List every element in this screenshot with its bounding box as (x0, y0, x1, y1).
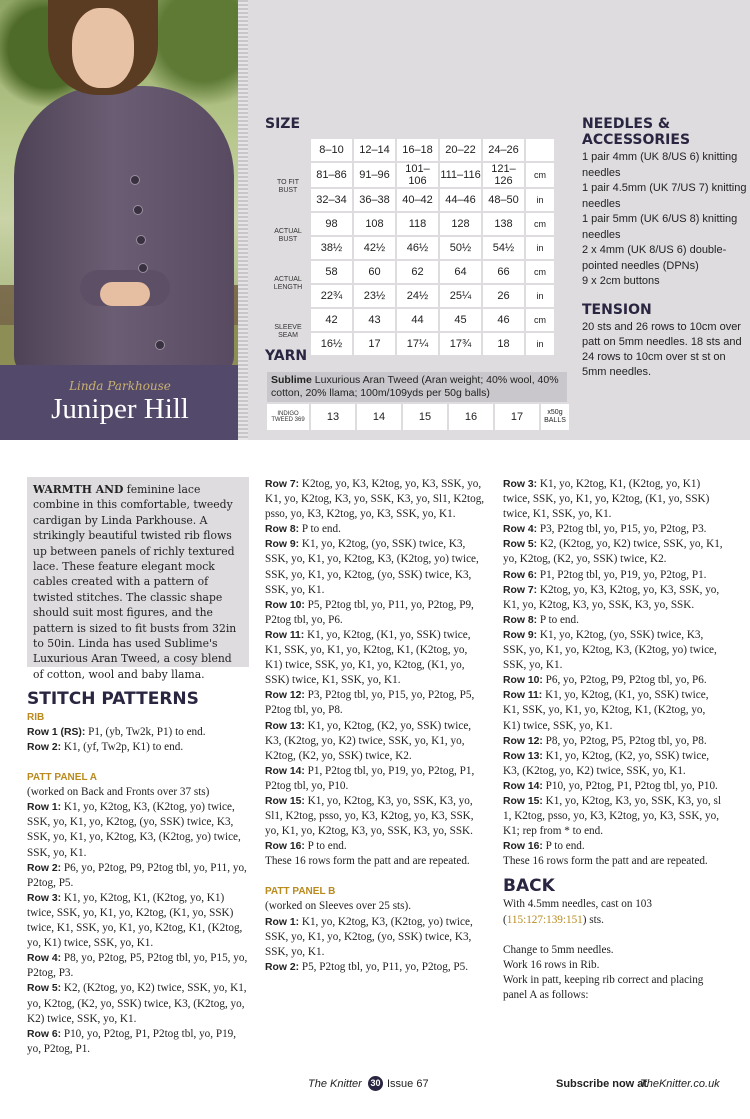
value-cell: 40–42 (397, 189, 438, 211)
panel-b-row (503, 688, 725, 733)
row-text: P6, yo, P2tog, P9, P2tog tbl, yo, P6. (542, 674, 707, 687)
length-cm-row (267, 261, 554, 283)
panel-b-row (503, 537, 725, 567)
page-footer (0, 1076, 750, 1096)
blank-cell (267, 139, 309, 161)
row-text: K1, yo, K2tog, K3, (K2tog, yo) twice, SSK, yo, K1, yo, K2tog, (yo, SSK) twice, K3, SSK, yo, K1, yo, K2tog, K3, (K2tog, yo) twice, SSK, yo, K1. (27, 801, 241, 859)
panel-b-row (265, 960, 487, 975)
value-cell: 98 (311, 213, 352, 235)
row-label: Row 16: (265, 841, 305, 853)
row-label: Row 13: (265, 720, 305, 732)
cardigan-button (138, 263, 148, 273)
column-3 (503, 477, 725, 1003)
size-cell: 20–22 (440, 139, 481, 161)
size-cell: 12–14 (354, 139, 395, 161)
spacer (27, 755, 249, 770)
row-label: Row 12: (265, 690, 305, 702)
yarn-table (265, 402, 571, 432)
panel-b-row (503, 779, 725, 794)
row-text: K1, yo, K2tog, (K1, yo, SSK) twice, K1, SSK, yo, K1, yo, K2tog, K1, (K2tog, yo, K1) twice, SSK, yo, K1. (503, 689, 709, 732)
panel-b-row (503, 477, 725, 522)
value-cell: 91–96 (354, 163, 395, 187)
intro-text: feminine lace combine in this comfortable, tweedy cardigan by Linda Parkhouse. A strikingly beautiful twisted rib flows up between panels of richly textured lace. These feature elegant mock cables created with a pattern of twisted stitches. The classic shape should suit most figures, and the pattern is sized to fit busts from 32in to 50in. Linda has used Sublime's Luxurious Aran Tweed, a cosy blend of cotton, wool and baby llama. (33, 483, 237, 681)
value-cell: 16½ (311, 333, 352, 355)
value-cell: 17 (354, 333, 395, 355)
panel-b-row (503, 673, 725, 688)
yarn-amount-row (267, 404, 569, 430)
panel-a-row (265, 477, 487, 522)
panel-b-row (503, 568, 725, 583)
row-text: K2, (K2tog, yo, K2) twice, SSK, yo, K1, yo, K2tog, (K2, yo, SSK) twice, K3, (K2tog, yo, K2) twice, SSK, yo, K1. (27, 982, 247, 1025)
panel-a-row (27, 861, 249, 891)
value-cell: 81–86 (311, 163, 352, 187)
row-text: P1, P2tog tbl, yo, P19, yo, P2tog, P1. (537, 568, 707, 581)
row-text: P8, yo, P2tog, P5, P2tog tbl, yo, P15, yo, P2tog, P3. (27, 952, 248, 980)
row-label: TO FIT BUST (267, 163, 309, 211)
panel-a-note: (worked on Back and Fronts over 37 sts) (27, 786, 210, 799)
value-cell: 24½ (397, 285, 438, 307)
panel-a-row (27, 951, 249, 981)
panel-a-row (265, 537, 487, 597)
value-cell: 43 (354, 309, 395, 331)
size-heading: SIZE (265, 116, 301, 132)
value-cell: 66 (483, 261, 524, 283)
model-photo (0, 0, 240, 365)
pattern-title: Juniper Hill (51, 393, 189, 425)
panel-a-row (265, 628, 487, 688)
row-label: Row 7: (265, 479, 300, 490)
value-cell: 44 (397, 309, 438, 331)
row-label: Row 14: (503, 780, 543, 792)
value-cell: 101–106 (397, 163, 438, 187)
sleeve-cm-row (267, 309, 554, 331)
spacer (503, 928, 725, 943)
unit-cell: cm (526, 309, 554, 331)
row-label: Row 10: (503, 675, 543, 687)
website-link[interactable]: TheKnitter.co.uk (640, 1078, 720, 1090)
yarn-unit: x50g BALLS (541, 404, 569, 430)
column-1 (27, 688, 249, 1057)
row-text: P3, P2tog tbl, yo, P15, yo, P2tog, P5, P2tog tbl, yo, P8. (265, 689, 475, 717)
panel-b-row (503, 839, 725, 854)
row-text: P to end. (537, 613, 579, 626)
sleeve-in-row (267, 333, 554, 355)
unit-cell: in (526, 237, 554, 259)
row-label: Row 4: (503, 524, 538, 536)
row-label: Row 8: (503, 614, 538, 626)
panel-b-row (265, 915, 487, 960)
row-label: Row 11: (503, 690, 543, 702)
row-text: K1, yo, K2tog, (yo, SSK) twice, K3, SSK, yo, K1, yo, K2tog, K3, (K2tog, yo) twice, SSK, yo, K1, yo, K2tog, (yo, SSK) twice, K3, SSK, yo, K1. (265, 538, 479, 596)
actual-bust-in-row (267, 237, 554, 259)
rib-row (27, 725, 249, 740)
row-label: Row 2: (265, 961, 300, 973)
panel-a-row (265, 764, 487, 794)
row-label: Row 15: (503, 795, 543, 807)
magazine-name: The Knitter (308, 1078, 362, 1090)
value-cell: 42 (311, 309, 352, 331)
yarn-amount: 14 (357, 404, 401, 430)
unit-cell: in (526, 285, 554, 307)
panel-a-row (265, 839, 487, 854)
needle-item: 1 pair 4mm (UK 8/US 6) knitting needles (582, 151, 738, 179)
needle-item: 9 x 2cm buttons (582, 275, 660, 287)
yarn-colour-label: INDIGO TWEED 369 (267, 404, 309, 430)
bust-in-row (267, 189, 554, 211)
unit-cell: cm (526, 213, 554, 235)
value-cell: 26 (483, 285, 524, 307)
tension-text: 20 sts and 26 rows to 10cm over patt on 5mm needles. 18 sts and 24 rows to 10cm over st st on 5mm needles. (582, 321, 742, 378)
panel-b-heading: PATT PANEL B (265, 886, 336, 898)
row-text: P1, (yb, Tw2k, P1) to end. (85, 726, 206, 738)
back-heading: BACK (503, 876, 555, 897)
value-cell: 46½ (397, 237, 438, 259)
value-cell: 18 (483, 333, 524, 355)
row-text: K2, (K2tog, yo, K2) twice, SSK, yo, K1, yo, K2tog, (K2, yo, SSK) twice, K2. (503, 538, 723, 566)
tension-heading: TENSION (582, 302, 652, 318)
row-text: P8, yo, P2tog, P5, P2tog tbl, yo, P8. (542, 734, 707, 747)
cardigan-button (136, 235, 146, 245)
row-label: Row 16: (503, 841, 543, 853)
row-text: K1, yo, K2tog, (K1, yo, SSK) twice, K1, SSK, yo, K1, yo, K2tog, K1, (K2tog, yo, K1) twice, SSK, yo, K1, yo, K2tog, (K1, yo, SSK) twice, K1, SSK, yo, K1. (265, 628, 471, 687)
row-text: P3, P2tog tbl, yo, P15, yo, P2tog, P3. (537, 523, 707, 536)
needle-item: 1 pair 4.5mm (UK 7/US 7) knitting needles (582, 182, 747, 210)
value-cell: 22¾ (311, 285, 352, 307)
panel-a-row (27, 800, 249, 860)
row-text: K2tog, yo, K3, K2tog, yo, K3, SSK, yo, K1, yo, K2tog, K3, yo, SSK, K3, yo, SSK. (503, 583, 720, 611)
unit-cell: cm (526, 261, 554, 283)
spacer (265, 869, 487, 884)
row-label: Row 3: (503, 479, 538, 490)
value-cell: 25¼ (440, 285, 481, 307)
size-table (265, 137, 556, 357)
row-label: Row 10: (265, 599, 305, 611)
row-text: P to end. (299, 523, 341, 536)
size-cell: 16–18 (397, 139, 438, 161)
face (72, 8, 134, 88)
subscribe-text: Subscribe now at (556, 1078, 648, 1090)
row-text: P5, P2tog tbl, yo, P11, yo, P2tog, P9, P2tog tbl, yo, P6. (265, 598, 474, 626)
cast-on-text: With 4.5mm needles, cast on 103 ( (503, 898, 652, 926)
unit-cell: in (526, 333, 554, 355)
panel-b-row (503, 613, 725, 628)
panel-a-row (265, 719, 487, 764)
value-cell: 38½ (311, 237, 352, 259)
needles-heading: NEEDLES & ACCESSORIES (582, 116, 691, 148)
designer-name: Linda Parkhouse (69, 379, 171, 393)
row-text: P6, yo, P2tog, P9, P2tog tbl, yo, P11, yo, P2tog, P5. (27, 861, 247, 889)
row-text: P10, yo, P2tog, P1, P2tog tbl, yo, P10. (542, 779, 718, 792)
panel-a-row (27, 981, 249, 1026)
cast-on-sizes: 115:127:139:151 (506, 913, 583, 926)
cardigan-button (155, 340, 165, 350)
row-text: P1, P2tog tbl, yo, P19, yo, P2tog, P1, P2tog tbl, yo, P10. (265, 764, 475, 792)
yarn-amount: 13 (311, 404, 355, 430)
value-cell: 32–34 (311, 189, 352, 211)
row-label: Row 1: (265, 916, 300, 928)
row-text: K1, yo, K2tog, (K2, yo, SSK) twice, K3, (K2tog, yo, K2) twice, SSK, yo, K1, yo, K2tog, (K2, yo, SSK) twice, K2. (265, 719, 472, 762)
panel-b-row (503, 583, 725, 613)
row-label: ACTUAL LENGTH (267, 261, 309, 307)
rib-row (27, 740, 249, 755)
panel-b-row (503, 734, 725, 749)
page-spine (238, 0, 248, 440)
value-cell: 118 (397, 213, 438, 235)
yarn-brand: Sublime (271, 374, 312, 386)
row-text: K1, yo, K2tog, K1, (K2tog, yo, K1) twice, SSK, yo, K1, yo, K2tog, (K1, yo, SSK) twice, K1, SSK, yo, K1, yo, K2tog, K1, (K2tog, yo, K1) twice, SSK, yo, K1. (27, 891, 243, 950)
panel-b-note: (worked on Sleeves over 25 sts). (265, 900, 412, 913)
value-cell: 36–38 (354, 189, 395, 211)
panel-b-end: These 16 rows form the patt and are repeated. (503, 855, 708, 868)
row-text: K1, yo, K2tog, (yo, SSK) twice, K3, SSK, yo, K1, yo, K2tog, K3, (K2tog, yo) twice, SSK, yo, K1. (503, 628, 717, 672)
value-cell: 50½ (440, 237, 481, 259)
cardigan (14, 86, 234, 365)
column-2 (265, 477, 487, 975)
needle-item: 2 x 4mm (UK 8/US 6) double-pointed needles (DPNs) (582, 244, 727, 272)
stitch-patterns-heading: STITCH PATTERNS (27, 689, 199, 709)
row-label: Row 6: (503, 569, 538, 581)
value-cell: 60 (354, 261, 395, 283)
row-label: Row 1 (RS): (27, 727, 86, 738)
row-text: K1, (yf, Tw2p, K1) to end. (61, 741, 184, 754)
yarn-amount: 15 (403, 404, 447, 430)
row-label: Row 11: (265, 629, 305, 641)
yarn-description (267, 372, 567, 402)
yarn-details: Luxurious Aran Tweed (Aran weight; 40% wool, 40% cotton, 20% llama; 100m/109yds per 50g balls) (271, 374, 559, 399)
size-header-row (267, 139, 554, 161)
panel-b-row (503, 794, 725, 839)
panel-a-row (27, 1027, 249, 1057)
panel-b-row (503, 628, 725, 673)
issue-number: Issue 67 (387, 1078, 429, 1090)
size-cell: 24–26 (483, 139, 524, 161)
value-cell: 108 (354, 213, 395, 235)
value-cell: 45 (440, 309, 481, 331)
value-cell: 111–116 (440, 163, 481, 187)
blank-cell (526, 139, 554, 161)
row-label: SLEEVE SEAM (267, 309, 309, 355)
row-label: Row 3: (27, 892, 62, 904)
row-label: ACTUAL BUST (267, 213, 309, 259)
back-cast-on (503, 897, 725, 927)
panel-b-row (503, 522, 725, 537)
value-cell: 138 (483, 213, 524, 235)
value-cell: 121–126 (483, 163, 524, 187)
row-text: P5, P2tog tbl, yo, P11, yo, P2tog, P5. (299, 960, 469, 973)
value-cell: 44–46 (440, 189, 481, 211)
actual-bust-cm-row (267, 213, 554, 235)
yarn-amount: 16 (449, 404, 493, 430)
back-patt: Work in patt, keeping rib correct and placing panel A as follows: (503, 973, 704, 1001)
row-label: Row 15: (265, 795, 305, 807)
value-cell: 17¾ (440, 333, 481, 355)
row-text: K1, yo, K2tog, (K2, yo, SSK) twice, K3, (K2tog, yo, K2) twice, SSK, yo, K1. (503, 749, 710, 777)
panel-a-row (27, 891, 249, 951)
unit-cell: in (526, 189, 554, 211)
panel-a-row (265, 598, 487, 628)
value-cell: 54½ (483, 237, 524, 259)
intro-box (27, 477, 249, 681)
value-cell: 46 (483, 309, 524, 331)
row-text: K1, yo, K2tog, K3, yo, SSK, K3, yo, Sl1, K2tog, psso, yo, K3, K2tog, yo, K3, SSK, yo, K1, yo, K2tog, K3, yo, SSK, K3, yo, SSK. (265, 794, 474, 838)
value-cell: 62 (397, 261, 438, 283)
row-label: Row 14: (265, 765, 305, 777)
panel-a-row (265, 688, 487, 718)
cast-on-end: ) sts. (582, 913, 604, 926)
row-label: Row 4: (27, 953, 62, 965)
row-label: Row 8: (265, 524, 300, 536)
row-label: Row 2: (27, 742, 62, 754)
row-label: Row 13: (503, 750, 543, 762)
length-in-row (267, 285, 554, 307)
page-number: 30 (368, 1076, 383, 1091)
row-text: K1, yo, K2tog, K3, yo, SSK, K3, yo, sl 1, K2tog, psso, yo, K3, K2tog, yo, K3, SSK, yo, K1; rep from * to end. (503, 794, 721, 838)
row-label: Row 5: (27, 983, 62, 995)
rib-heading: RIB (27, 712, 45, 723)
hand (100, 282, 150, 306)
row-label: Row 1: (27, 802, 62, 814)
row-text: P to end. (304, 840, 347, 853)
yarn-amount: 17 (495, 404, 539, 430)
value-cell: 64 (440, 261, 481, 283)
row-label: Row 7: (503, 584, 538, 596)
back-change: Change to 5mm needles. (503, 943, 614, 956)
bust-cm-row (267, 163, 554, 187)
value-cell: 128 (440, 213, 481, 235)
size-cell: 8–10 (311, 139, 352, 161)
cardigan-button (133, 205, 143, 215)
panel-a-end: These 16 rows form the patt and are repeated. (265, 855, 470, 868)
unit-cell: cm (526, 163, 554, 187)
panel-b-row (503, 749, 725, 779)
panel-a-row (265, 522, 487, 537)
row-text: K1, yo, K2tog, K1, (K2tog, yo, K1) twice, SSK, yo, K1, yo, K2tog, (K1, yo, SSK) twice, K1, SSK, yo, K1. (503, 478, 710, 521)
value-cell: 17¼ (397, 333, 438, 355)
row-label: Row 9: (503, 629, 538, 641)
row-label: Row 5: (503, 539, 538, 551)
row-label: Row 9: (265, 539, 300, 551)
row-text: P to end. (542, 840, 585, 853)
row-text: P10, yo, P2tog, P1, P2tog tbl, yo, P19, yo, P2tog, P1. (27, 1027, 237, 1055)
yarn-heading: YARN (265, 348, 308, 364)
row-text: K1, yo, K2tog, K3, (K2tog, yo) twice, SSK, yo, K1, yo, K2tog, (yo, SSK) twice, K3, SSK, yo, K1. (265, 915, 473, 958)
needles-list (582, 150, 747, 290)
intro-lead: WARMTH AND (33, 483, 124, 496)
back-work: Work 16 rows in Rib. (503, 958, 600, 971)
value-cell: 23½ (354, 285, 395, 307)
value-cell: 42½ (354, 237, 395, 259)
cardigan-button (130, 175, 140, 185)
panel-a-row (265, 794, 487, 839)
value-cell: 48–50 (483, 189, 524, 211)
row-label: Row 6: (27, 1028, 62, 1040)
row-label: Row 2: (27, 862, 62, 874)
needle-item: 1 pair 5mm (UK 6/US 8) knitting needles (582, 213, 738, 241)
panel-a-heading: PATT PANEL A (27, 772, 97, 784)
row-text: K2tog, yo, K3, K2tog, yo, K3, SSK, yo, K1, yo, K2tog, K3, yo, SSK, K3, yo, Sl1, K2tog, psso, yo, K3, K2tog, yo, K3, SSK, yo, K1. (265, 478, 485, 521)
row-label: Row 12: (503, 735, 543, 747)
value-cell: 58 (311, 261, 352, 283)
